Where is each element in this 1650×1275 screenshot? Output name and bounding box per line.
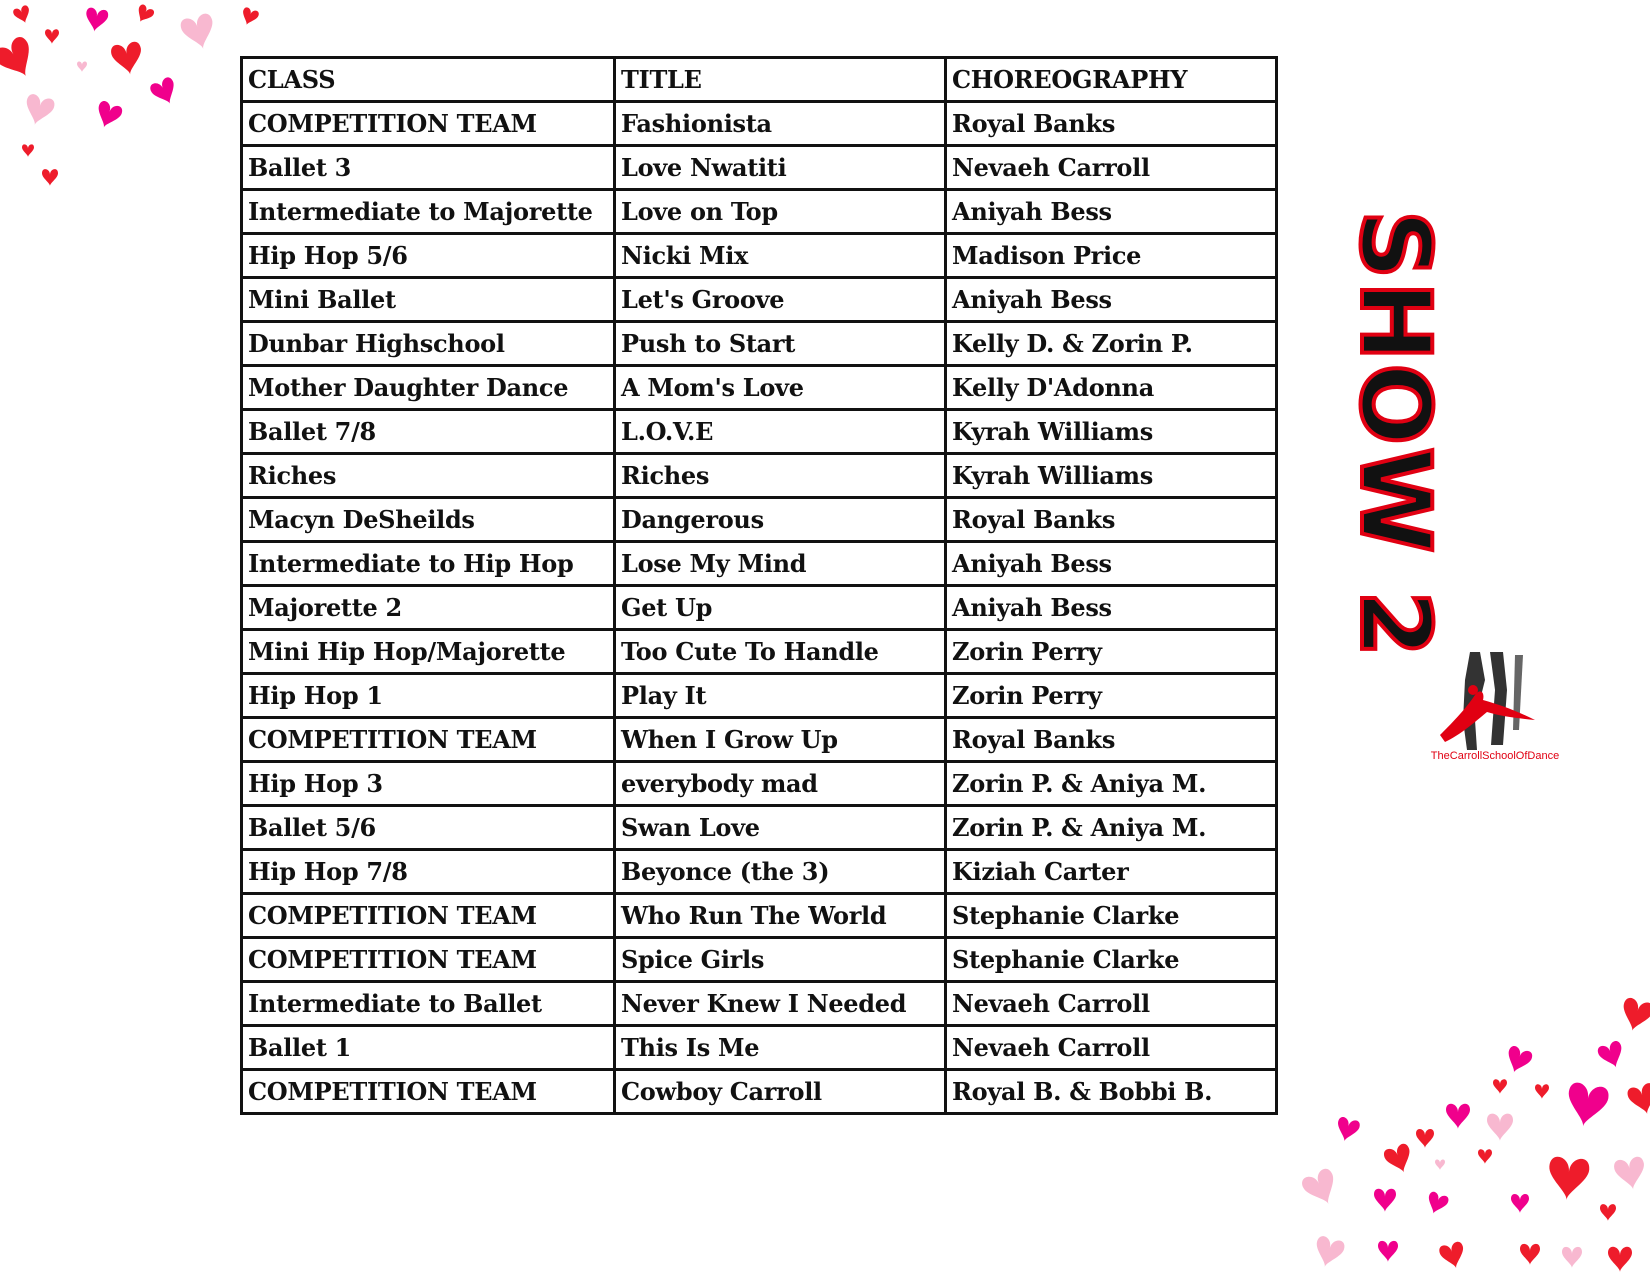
choreography-cell: Zorin P. & Aniya M. — [946, 806, 1277, 850]
class-cell: COMPETITION TEAM — [242, 718, 615, 762]
class-cell: Hip Hop 3 — [242, 762, 615, 806]
class-cell: Ballet 7/8 — [242, 410, 615, 454]
header-choreography: CHOREOGRAPHY — [946, 58, 1277, 102]
choreography-cell: Kyrah Williams — [946, 410, 1277, 454]
table-row — [242, 982, 1277, 1026]
class-cell: Intermediate to Ballet — [242, 982, 615, 1026]
choreography-cell: Nevaeh Carroll — [946, 1026, 1277, 1070]
choreography-cell: Royal Banks — [946, 102, 1277, 146]
class-cell: COMPETITION TEAM — [242, 894, 615, 938]
class-cell: COMPETITION TEAM — [242, 938, 615, 982]
choreography-cell: Zorin P. & Aniya M. — [946, 762, 1277, 806]
choreography-cell: Zorin Perry — [946, 630, 1277, 674]
header-class: CLASS — [242, 58, 615, 102]
header-title: TITLE — [615, 58, 946, 102]
title-cell: Too Cute To Handle — [615, 630, 946, 674]
class-cell: Macyn DeSheilds — [242, 498, 615, 542]
table-header-row — [242, 58, 1277, 102]
class-cell: Ballet 3 — [242, 146, 615, 190]
choreography-cell: Nevaeh Carroll — [946, 982, 1277, 1026]
class-cell: Mother Daughter Dance — [242, 366, 615, 410]
choreography-cell: Nevaeh Carroll — [946, 146, 1277, 190]
title-cell: This Is Me — [615, 1026, 946, 1070]
choreography-cell: Madison Price — [946, 234, 1277, 278]
table-row — [242, 322, 1277, 366]
title-cell: Who Run The World — [615, 894, 946, 938]
class-cell: COMPETITION TEAM — [242, 1070, 615, 1114]
table-row — [242, 850, 1277, 894]
class-cell: Riches — [242, 454, 615, 498]
table-row — [242, 894, 1277, 938]
class-cell: Ballet 1 — [242, 1026, 615, 1070]
table-row — [242, 1026, 1277, 1070]
title-cell: Lose My Mind — [615, 542, 946, 586]
table-row — [242, 806, 1277, 850]
choreography-cell: Stephanie Clarke — [946, 894, 1277, 938]
choreography-cell: Aniyah Bess — [946, 586, 1277, 630]
title-cell: Let's Groove — [615, 278, 946, 322]
title-cell: When I Grow Up — [615, 718, 946, 762]
choreography-cell: Zorin Perry — [946, 674, 1277, 718]
table-row — [242, 498, 1277, 542]
title-cell: Get Up — [615, 586, 946, 630]
title-cell: Cowboy Carroll — [615, 1070, 946, 1114]
choreography-cell: Kelly D'Adonna — [946, 366, 1277, 410]
table-row — [242, 366, 1277, 410]
class-cell: Majorette 2 — [242, 586, 615, 630]
choreography-cell: Royal Banks — [946, 498, 1277, 542]
table-row — [242, 190, 1277, 234]
table-row — [242, 630, 1277, 674]
table-row — [242, 146, 1277, 190]
choreography-cell: Kyrah Williams — [946, 454, 1277, 498]
class-cell: Mini Ballet — [242, 278, 615, 322]
title-cell: Fashionista — [615, 102, 946, 146]
title-cell: Riches — [615, 454, 946, 498]
choreography-cell: Aniyah Bess — [946, 190, 1277, 234]
title-cell: Play It — [615, 674, 946, 718]
class-cell: COMPETITION TEAM — [242, 102, 615, 146]
table-row — [242, 102, 1277, 146]
table-row — [242, 718, 1277, 762]
logo-text: TheCarrollSchoolOfDance — [1430, 750, 1560, 762]
show-title: SHOW 2 — [1339, 210, 1451, 660]
class-cell: Hip Hop 7/8 — [242, 850, 615, 894]
hearts-decoration-top-left — [0, 0, 260, 200]
program-table — [240, 56, 1278, 1115]
title-cell: Dangerous — [615, 498, 946, 542]
title-cell: L.O.V.E — [615, 410, 946, 454]
title-cell: Push to Start — [615, 322, 946, 366]
dancer-logo-icon — [1415, 650, 1565, 760]
class-cell: Hip Hop 5/6 — [242, 234, 615, 278]
choreography-cell: Royal Banks — [946, 718, 1277, 762]
title-cell: everybody mad — [615, 762, 946, 806]
table-row — [242, 454, 1277, 498]
class-cell: Dunbar Highschool — [242, 322, 615, 366]
choreography-cell: Kiziah Carter — [946, 850, 1277, 894]
class-cell: Ballet 5/6 — [242, 806, 615, 850]
table-row — [242, 586, 1277, 630]
table-row — [242, 762, 1277, 806]
title-cell: Beyonce (the 3) — [615, 850, 946, 894]
title-cell: Love Nwatiti — [615, 146, 946, 190]
choreography-cell: Aniyah Bess — [946, 542, 1277, 586]
class-cell: Intermediate to Majorette — [242, 190, 615, 234]
title-cell: Spice Girls — [615, 938, 946, 982]
class-cell: Hip Hop 1 — [242, 674, 615, 718]
table-row — [242, 1070, 1277, 1114]
class-cell: Intermediate to Hip Hop — [242, 542, 615, 586]
title-cell: Nicki Mix — [615, 234, 946, 278]
title-cell: A Mom's Love — [615, 366, 946, 410]
choreography-cell: Royal B. & Bobbi B. — [946, 1070, 1277, 1114]
hearts-decoration-bottom-right — [1290, 990, 1650, 1275]
table-row — [242, 410, 1277, 454]
title-cell: Never Knew I Needed — [615, 982, 946, 1026]
title-cell: Love on Top — [615, 190, 946, 234]
class-cell: Mini Hip Hop/Majorette — [242, 630, 615, 674]
table-body — [242, 102, 1277, 1114]
choreography-cell: Kelly D. & Zorin P. — [946, 322, 1277, 366]
choreography-cell: Aniyah Bess — [946, 278, 1277, 322]
table-row — [242, 278, 1277, 322]
choreography-cell: Stephanie Clarke — [946, 938, 1277, 982]
table-row — [242, 674, 1277, 718]
table-row — [242, 542, 1277, 586]
table-row — [242, 234, 1277, 278]
table-row — [242, 938, 1277, 982]
title-cell: Swan Love — [615, 806, 946, 850]
